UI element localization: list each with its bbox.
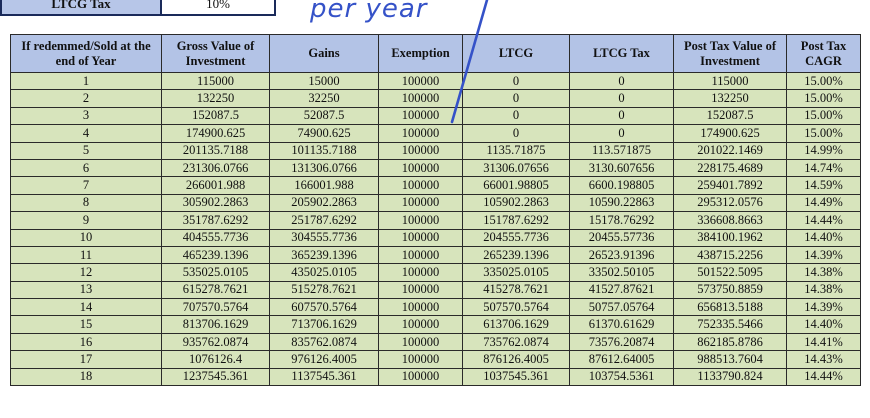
table-cell: 15 xyxy=(11,316,162,333)
table-cell: 259401.7892 xyxy=(674,177,787,194)
table-cell: 31306.07656 xyxy=(463,159,570,176)
table-cell: 14 xyxy=(11,299,162,316)
table-cell: 535025.0105 xyxy=(162,264,270,281)
table-cell: 100000 xyxy=(379,333,463,350)
table-cell: 166001.988 xyxy=(270,177,379,194)
table-cell: 14.44% xyxy=(787,368,861,385)
table-cell: 41527.87621 xyxy=(570,281,674,298)
table-cell: 132250 xyxy=(674,90,787,107)
table-cell: 16 xyxy=(11,333,162,350)
table-cell: 573750.8859 xyxy=(674,281,787,298)
table-cell: 10590.22863 xyxy=(570,194,674,211)
table-cell: 103754.5361 xyxy=(570,368,674,385)
table-cell: 335025.0105 xyxy=(463,264,570,281)
table-cell: 50757.05764 xyxy=(570,299,674,316)
column-header: Post Tax CAGR xyxy=(787,35,861,73)
table-cell: 201022.1469 xyxy=(674,142,787,159)
table-cell: 113.571875 xyxy=(570,142,674,159)
table-cell: 862185.8786 xyxy=(674,333,787,350)
table-cell: 0 xyxy=(570,90,674,107)
table-cell: 1237545.361 xyxy=(162,368,270,385)
column-header: LTCG xyxy=(463,35,570,73)
table-cell: 1135.71875 xyxy=(463,142,570,159)
table-cell: 87612.64005 xyxy=(570,351,674,368)
table-cell: 10 xyxy=(11,229,162,246)
table-cell: 615278.7621 xyxy=(162,281,270,298)
table-cell: 115000 xyxy=(162,73,270,90)
table-cell: 231306.0766 xyxy=(162,159,270,176)
table-cell: 0 xyxy=(463,90,570,107)
table-cell: 100000 xyxy=(379,142,463,159)
table-cell: 14.44% xyxy=(787,212,861,229)
table-cell: 14.40% xyxy=(787,316,861,333)
table-cell: 132250 xyxy=(162,90,270,107)
table-cell: 17 xyxy=(11,351,162,368)
table-cell: 15.00% xyxy=(787,107,861,124)
table-cell: 8 xyxy=(11,194,162,211)
table-cell: 988513.7604 xyxy=(674,351,787,368)
table-cell: 100000 xyxy=(379,368,463,385)
column-header: Exemption xyxy=(379,35,463,73)
table-cell: 305902.2863 xyxy=(162,194,270,211)
table-cell: 707570.5764 xyxy=(162,299,270,316)
table-cell: 13 xyxy=(11,281,162,298)
table-cell: 100000 xyxy=(379,246,463,263)
table-cell: 0 xyxy=(570,73,674,90)
ltcg-tax-label: LTCG Tax xyxy=(2,0,162,14)
table-cell: 1076126.4 xyxy=(162,351,270,368)
table-cell: 174900.625 xyxy=(674,125,787,142)
table-cell: 100000 xyxy=(379,90,463,107)
table-cell: 14.43% xyxy=(787,351,861,368)
table-cell: 304555.7736 xyxy=(270,229,379,246)
table-cell: 5 xyxy=(11,142,162,159)
table-cell: 876126.4005 xyxy=(463,351,570,368)
table-cell: 100000 xyxy=(379,281,463,298)
table-cell: 0 xyxy=(463,107,570,124)
table-cell: 613706.1629 xyxy=(463,316,570,333)
table-cell: 713706.1629 xyxy=(270,316,379,333)
table-cell: 1133790.824 xyxy=(674,368,787,385)
ltcg-tax-value: 10% xyxy=(162,0,274,14)
table-cell: 656813.5188 xyxy=(674,299,787,316)
table-cell: 3 xyxy=(11,107,162,124)
table-cell: 14.49% xyxy=(787,194,861,211)
table-cell: 205902.2863 xyxy=(270,194,379,211)
table-cell: 100000 xyxy=(379,351,463,368)
table-cell: 66001.98805 xyxy=(463,177,570,194)
table-cell: 0 xyxy=(570,107,674,124)
table-cell: 100000 xyxy=(379,159,463,176)
table-cell: 7 xyxy=(11,177,162,194)
table-cell: 14.74% xyxy=(787,159,861,176)
table-cell: 501522.5095 xyxy=(674,264,787,281)
table-cell: 61370.61629 xyxy=(570,316,674,333)
table-cell: 152087.5 xyxy=(162,107,270,124)
table-cell: 14.39% xyxy=(787,246,861,263)
table-cell: 174900.625 xyxy=(162,125,270,142)
table-cell: 15000 xyxy=(270,73,379,90)
table-cell: 365239.1396 xyxy=(270,246,379,263)
table-cell: 20455.57736 xyxy=(570,229,674,246)
table-cell: 415278.7621 xyxy=(463,281,570,298)
table-cell: 100000 xyxy=(379,212,463,229)
table-cell: 14.40% xyxy=(787,229,861,246)
table-cell: 14.39% xyxy=(787,299,861,316)
table-cell: 9 xyxy=(11,212,162,229)
table-cell: 515278.7621 xyxy=(270,281,379,298)
table-cell: 18 xyxy=(11,368,162,385)
table-cell: 438715.2256 xyxy=(674,246,787,263)
table-cell: 32250 xyxy=(270,90,379,107)
table-cell: 228175.4689 xyxy=(674,159,787,176)
table-cell: 735762.0874 xyxy=(463,333,570,350)
table-cell: 835762.0874 xyxy=(270,333,379,350)
table-cell: 100000 xyxy=(379,229,463,246)
column-header: If redemmed/Sold at the end of Year xyxy=(11,35,162,73)
table-cell: 976126.4005 xyxy=(270,351,379,368)
column-header: Gains xyxy=(270,35,379,73)
table-cell: 6600.198805 xyxy=(570,177,674,194)
table-cell: 14.99% xyxy=(787,142,861,159)
table-cell: 465239.1396 xyxy=(162,246,270,263)
handwritten-annotation: per year xyxy=(310,0,428,24)
table-cell: 204555.7736 xyxy=(463,229,570,246)
table-cell: 384100.1962 xyxy=(674,229,787,246)
table-cell: 15.00% xyxy=(787,90,861,107)
table-cell: 100000 xyxy=(379,125,463,142)
table-cell: 100000 xyxy=(379,194,463,211)
table-cell: 0 xyxy=(463,125,570,142)
table-cell: 100000 xyxy=(379,107,463,124)
table-cell: 100000 xyxy=(379,316,463,333)
table-cell: 0 xyxy=(463,73,570,90)
table-cell: 33502.50105 xyxy=(570,264,674,281)
table-cell: 14.38% xyxy=(787,264,861,281)
table-cell: 935762.0874 xyxy=(162,333,270,350)
table-cell: 131306.0766 xyxy=(270,159,379,176)
table-cell: 435025.0105 xyxy=(270,264,379,281)
table-cell: 404555.7736 xyxy=(162,229,270,246)
table-cell: 15.00% xyxy=(787,73,861,90)
table-cell: 507570.5764 xyxy=(463,299,570,316)
table-cell: 266001.988 xyxy=(162,177,270,194)
table-cell: 73576.20874 xyxy=(570,333,674,350)
table-cell: 201135.7188 xyxy=(162,142,270,159)
table-cell: 251787.6292 xyxy=(270,212,379,229)
table-cell: 52087.5 xyxy=(270,107,379,124)
table-cell: 1 xyxy=(11,73,162,90)
table-cell: 152087.5 xyxy=(674,107,787,124)
table-cell: 100000 xyxy=(379,177,463,194)
table-cell: 2 xyxy=(11,90,162,107)
table-cell: 813706.1629 xyxy=(162,316,270,333)
table-cell: 351787.6292 xyxy=(162,212,270,229)
column-header: LTCG Tax xyxy=(570,35,674,73)
table-cell: 101135.7188 xyxy=(270,142,379,159)
table-cell: 105902.2863 xyxy=(463,194,570,211)
table-cell: 1037545.361 xyxy=(463,368,570,385)
table-cell: 752335.5466 xyxy=(674,316,787,333)
table-cell: 295312.0576 xyxy=(674,194,787,211)
table-cell: 11 xyxy=(11,246,162,263)
table-cell: 336608.8663 xyxy=(674,212,787,229)
table-cell: 74900.625 xyxy=(270,125,379,142)
table-cell: 14.59% xyxy=(787,177,861,194)
table-cell: 15.00% xyxy=(787,125,861,142)
table-cell: 0 xyxy=(570,125,674,142)
table-cell: 100000 xyxy=(379,299,463,316)
table-cell: 3130.607656 xyxy=(570,159,674,176)
table-cell: 4 xyxy=(11,125,162,142)
table-cell: 26523.91396 xyxy=(570,246,674,263)
table-cell: 100000 xyxy=(379,264,463,281)
column-header: Post Tax Value of Investment xyxy=(674,35,787,73)
table-cell: 15178.76292 xyxy=(570,212,674,229)
table-cell: 607570.5764 xyxy=(270,299,379,316)
table-cell: 14.38% xyxy=(787,281,861,298)
table-cell: 6 xyxy=(11,159,162,176)
table-cell: 151787.6292 xyxy=(463,212,570,229)
table-cell: 115000 xyxy=(674,73,787,90)
table-cell: 14.41% xyxy=(787,333,861,350)
table-cell: 1137545.361 xyxy=(270,368,379,385)
table-cell: 100000 xyxy=(379,73,463,90)
table-cell: 12 xyxy=(11,264,162,281)
table-cell: 265239.1396 xyxy=(463,246,570,263)
column-header: Gross Value of Investment xyxy=(162,35,270,73)
